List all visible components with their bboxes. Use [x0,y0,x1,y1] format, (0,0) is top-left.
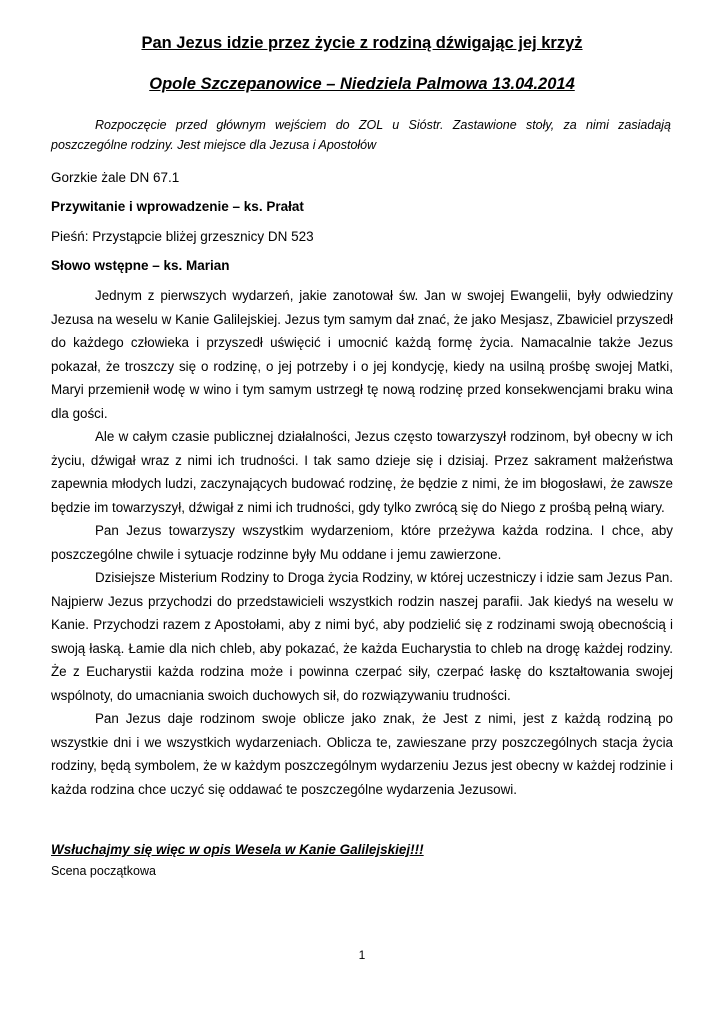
paragraph: Ale w całym czasie publicznej działalności, Jezus często towarzyszył rodzinom, był obecny w ich życiu, dźwigał wraz z nimi ich trudności. I tak samo dzieje się i dzisiaj. Przez sakrament małżeństwa zapewnia młodych ludzi, zaczynających budować rodzinę, że będzie z nimi, że im błogosławi, że zawsze będzie im towarzyszył, dźwigał z nimi ich trudności, gdy tylko zwrócą się do Niego z prośbą pełną wiary. [51,429,673,515]
intro-note: Rozpoczęcie przed głównym wejściem do ZOL u Sióstr. Zastawione stoły, za nimi zasiadają poszczególne rodziny. Jest miejsce dla Jezusa i Apostołów [51,118,671,152]
document-subtitle: Opole Szczepanowice – Niedziela Palmowa 13.04.2014 [149,75,575,93]
scene-label: Scena początkowa [51,864,156,878]
body-text [51,284,673,801]
page-number: 1 [358,948,366,962]
paragraph: Dzisiejsze Misterium Rodziny to Droga życia Rodziny, w której uczestniczy i idzie sam Jezus Pan. Najpierw Jezus przychodzi do przedstawicieli wszystkich rodzin naszej parafii. Jak kiedyś na weselu w Kanie. Przychodzi razem z Apostołami, aby z nimi być, aby podzielić się z rodzinami swoją obecnością i swoją łaską. Łamie dla nich chleb, aby pokazać, że każda Eucharystia to chleb na drogę każdej rodziny. Że z Eucharystii każda rodzina może i powinna czerpać siły, czerpać łaskę do kształtowania swojej wspólnoty, do umacniania swoich duchowych sił, do rozwiązywaniu trudności. [51,570,673,703]
slowo-wstepne-heading: Słowo wstępne – ks. Marian [51,258,230,273]
piesn-line: Pieśń: Przystąpcie bliżej grzesznicy DN 523 [51,229,314,244]
przywitanie-heading: Przywitanie i wprowadzenie – ks. Prałat [51,199,304,214]
document-title: Pan Jezus idzie przez życie z rodziną dźwigając jej krzyż [141,34,583,52]
gorzkie-zale-line: Gorzkie żale DN 67.1 [51,170,180,185]
paragraph: Pan Jezus towarzyszy wszystkim wydarzeniom, które przeżywa każda rodzina. I chce, aby poszczególne chwile i sytuacje rodzinne były Mu oddane i jemu zawierzone. [51,523,673,562]
paragraph: Pan Jezus daje rodzinom swoje oblicze jako znak, że Jest z nimi, jest z każdą rodziną po wszystkie dni i we wszystkich wydarzeniach. Oblicza te, zawieszane przy poszczególnych stacja życia rodziny, będą symbolem, że w każdym poszczególnym wydarzeniu Jezus jest obecny w każdej rodzinie i każda rodzina chce uczyć się oddawać te poszczególne wydarzenia Jezusowi. [51,711,673,797]
paragraph: Jednym z pierwszych wydarzeń, jakie zanotował św. Jan w swojej Ewangelii, były odwiedziny Jezusa na weselu w Kanie Galilejskiej. Jezus tym samym dał znać, że jako Mesjasz, Zbawiciel przyszedł do każdego człowieka i przyszedł uświęcić i umocnić każdą formę życia. Namacalnie także Jezus pokazał, że troszczy się o rodzinę, o jej potrzeby i o jej kondycję, kiedy na usilną prośbę swojej Matki, Maryi przemienił wodę w wino i tym samym ustrzegł tę nową rodzinę przed konsekwencjami braku wina dla gości. [51,288,673,421]
closing-call: Wsłuchajmy się więc w opis Wesela w Kanie Galilejskiej!!! [51,842,424,857]
